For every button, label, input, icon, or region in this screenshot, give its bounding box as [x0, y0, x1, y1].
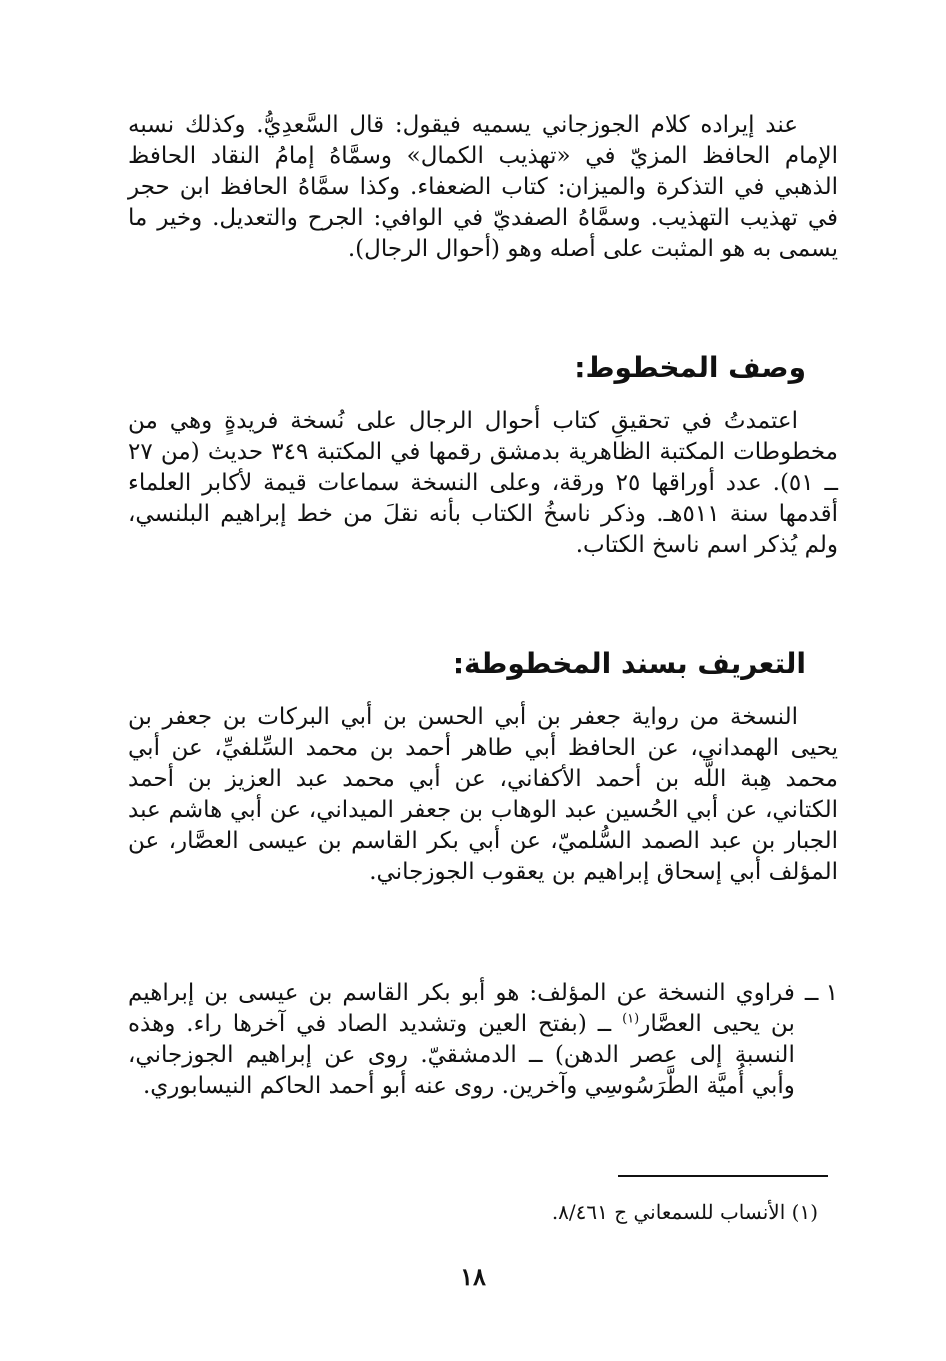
intro-paragraph	[128, 110, 838, 265]
section-heading-manuscript-description: وصف المخطوط:	[574, 351, 806, 384]
footnote-separator	[618, 1175, 828, 1177]
footnote-reference[interactable]: (١)	[622, 1011, 640, 1027]
footnote	[552, 1198, 818, 1226]
manuscript-description-paragraph	[128, 406, 838, 561]
section-heading-manuscript-chain: التعريف بسند المخطوطة:	[452, 647, 806, 680]
footnote-text: الأنساب للسمعاني ج ٨/٤٦١.	[551, 1200, 786, 1224]
page-number: ١٨	[460, 1262, 486, 1291]
manuscript-chain-paragraph	[128, 702, 838, 888]
intro-paragraph-text: عند إيراده كلام الجوزجاني يسميه فيقول: قال السَّعدِيُّ. وكذلك نسبه الإمام الحافظ المزيّ في «تهذيب الكمال» وسمَّاهُ إمامُ النقاد الحافظ الذهبي في التذكرة والميزان: كتاب الضعفاء. وكذا سمَّاهُ الحافظ ابن حجر في تهذيب التهذيب. وسمَّاهُ الصفديّ في الوافي: الجرح والتعديل. وخير ما يسمى به هو المثبت على أصله وهو (أحوال الرجال).	[128, 112, 838, 262]
narrator-list-item	[128, 978, 838, 1102]
narrator-item-text	[128, 978, 795, 1102]
manuscript-chain-text: النسخة من رواية جعفر بن أبي الحسن بن أبي البركات بن جعفر بن يحيى الهمداني، عن الحافظ أبي طاهر أحمد بن محمد السِّلفيِّ، عن أبي محمد هِبة اللَّه بن أحمد الأكفاني، عن أبي محمد عبد العزيز بن أحمد الكتاني، عن أبي الحُسين عبد الوهاب بن جعفر الميداني، عن أبي هاشم عبد الجبار بن عبد الصمد السُّلميّ، عن أبي بكر القاسم بن عيسى العصَّار، عن المؤلف أبي إسحاق إبراهيم بن يعقوب الجوزجاني.	[128, 704, 838, 885]
manuscript-description-text: اعتمدتُ في تحقيقِ كتاب أحوال الرجال على نُسخة فريدةٍ وهي من مخطوطات المكتبة الظاهرية بدمشق رقمها في المكتبة ٣٤٩ حديث (من ٢٧ ــ ٥١). عدد أوراقها ٢٥ ورقة، وعلى النسخة سماعات قيمة لأكابر العلماء أقدمها سنة ٥١١هـ. وذكر ناسخُ الكتاب بأنه نقلَ من خط إبراهيم البلنسي، ولم يُذكر اسم ناسخ الكتاب.	[128, 408, 838, 558]
footnote-marker: (١)	[791, 1200, 818, 1224]
narrator-text-after-note: ــ (بفتح العين وتشديد الصاد في آخرها راء. وهذه النسبة إلى عصر الدهن) ــ الدمشقيّ. روى عن إبراهيم الجوزجاني، وأبي أُميَّة الطَّرَسُوسِي وآخرين. روى عنه أبو أحمد الحاكم النيسابوري.	[128, 1011, 795, 1099]
narrator-item-number: ١ ــ	[804, 980, 838, 1006]
narrator-text-before-note: فراوي النسخة عن المؤلف: هو أبو بكر القاسم بن عيسى بن إبراهيم بن يحيى العصَّار	[128, 980, 795, 1037]
